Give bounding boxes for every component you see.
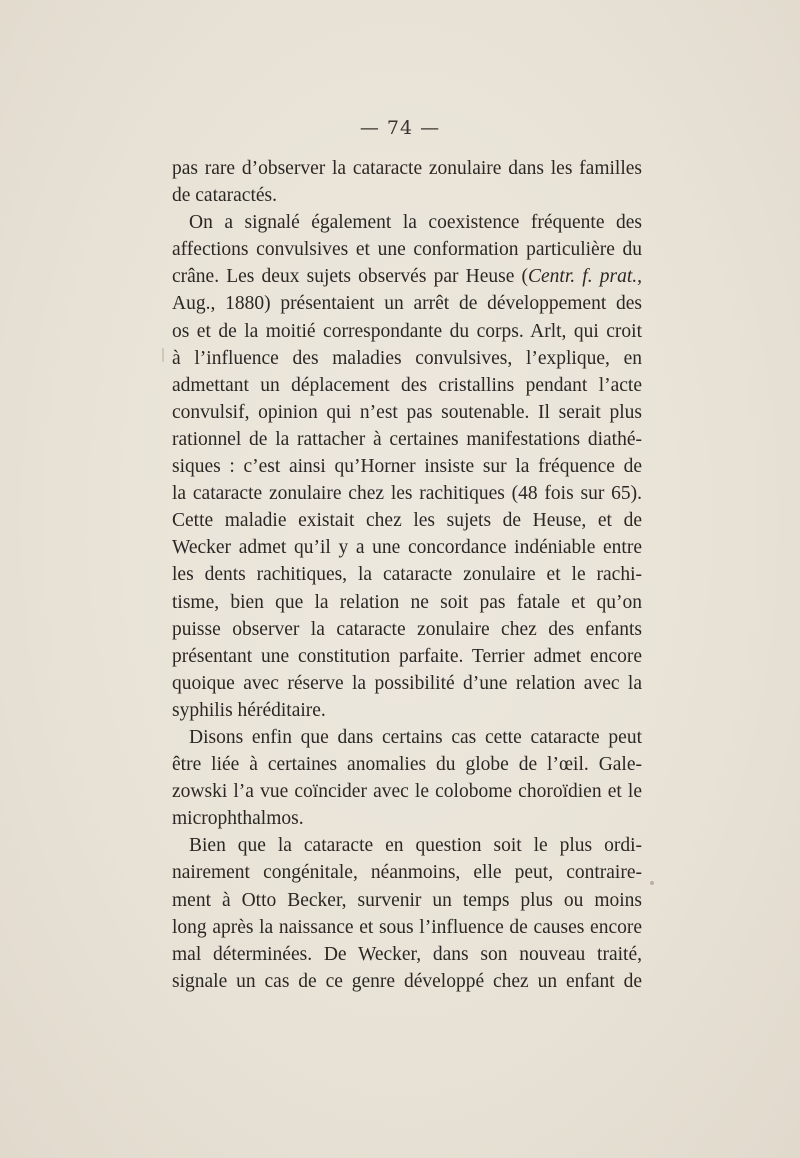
text-line xyxy=(172,182,642,209)
text-line xyxy=(172,372,642,399)
text-line xyxy=(172,887,642,914)
text-line xyxy=(172,724,642,751)
text-line-content: puisse observer la cataracte zonulaire chez des enfants xyxy=(172,618,642,640)
text-line-content: rationnel de la rattacher à certaines manifestations diathé- xyxy=(172,428,642,450)
text-line xyxy=(172,941,642,968)
text-line-content: microphthalmos. xyxy=(172,808,304,830)
text-line xyxy=(172,263,642,290)
text-line-content: Wecker admet qu’il y a une concordance indéniable entre xyxy=(172,537,642,559)
text-line xyxy=(172,968,642,995)
text-line xyxy=(172,155,642,182)
text-line-content: syphilis héréditaire. xyxy=(172,699,326,721)
text-line-content: On a signalé également la coexistence fréquente des xyxy=(189,212,642,234)
text-line xyxy=(172,318,642,345)
text-line-content: mal déterminées. De Wecker, dans son nouveau traité, xyxy=(172,943,642,965)
text-line-content: les dents rachitiques, la cataracte zonulaire et le rachi- xyxy=(172,564,642,586)
text-line-content: de cataractés. xyxy=(172,185,278,207)
citation-italic: Centr. f. prat., xyxy=(528,266,642,288)
text-line xyxy=(172,914,642,941)
text-line xyxy=(172,426,642,453)
text-line-content: à l’influence des maladies convulsives, l’explique, en xyxy=(172,347,642,369)
text-line-content: tisme, bien que la relation ne soit pas fatale et qu’on xyxy=(172,591,642,613)
text-line xyxy=(172,534,642,561)
text-line xyxy=(172,751,642,778)
text-line xyxy=(172,616,642,643)
text-line-content: siques : c’est ainsi qu’Horner insiste sur la fréquence de xyxy=(172,456,642,478)
text-line xyxy=(172,236,642,263)
text-line xyxy=(172,399,642,426)
text-line-content: signale un cas de ce genre développé chez un enfant de xyxy=(172,970,642,992)
text-line xyxy=(172,589,642,616)
text-line-content: Disons enfin que dans certains cas cette cataracte peut xyxy=(189,726,642,748)
text-line xyxy=(172,561,642,588)
text-line-content: présentant une constitution parfaite. Terrier admet encore xyxy=(172,645,642,667)
text-line xyxy=(172,670,642,697)
paper-speck xyxy=(162,348,164,362)
text-line-content: affections convulsives et une conformation particulière du xyxy=(172,239,642,261)
text-line xyxy=(172,697,642,724)
page-number: — 74 — xyxy=(359,117,441,139)
text-line-content: Cette maladie existait chez les sujets de Heuse, et de xyxy=(172,510,642,532)
body-text xyxy=(172,155,642,995)
text-line-content: nairement congénitale, néanmoins, elle peut, contraire- xyxy=(172,862,642,884)
text-line-content: admettant un déplacement des cristallins pendant l’acte xyxy=(172,374,642,396)
text-line xyxy=(172,507,642,534)
text-line xyxy=(172,290,642,317)
text-line xyxy=(172,480,642,507)
text-line xyxy=(172,453,642,480)
text-line-content: ment à Otto Becker, survenir un temps plus ou moins xyxy=(172,889,642,911)
text-line-content: os et de la moitié correspondante du corps. Arlt, qui croit xyxy=(172,320,642,342)
text-line-content: convulsif, opinion qui n’est pas soutenable. Il serait plus xyxy=(172,401,642,423)
text-line-content: long après la naissance et sous l’influence de causes encore xyxy=(172,916,642,938)
text-line-content: pas rare d’observer la cataracte zonulaire dans les familles xyxy=(172,158,642,179)
text-line xyxy=(172,345,642,372)
text-line-content: zowski l’a vue coïncider avec le colobome choroïdien et le xyxy=(172,781,642,803)
paper-speck xyxy=(650,881,654,885)
text-line xyxy=(172,832,642,859)
text-line xyxy=(172,859,642,886)
text-line-content: quoique avec réserve la possibilité d’une relation avec la xyxy=(172,672,642,694)
text-line xyxy=(172,643,642,670)
text-line-content: être liée à certaines anomalies du globe de l’œil. Gale- xyxy=(172,754,642,776)
text-line xyxy=(172,209,642,236)
text-line-content: crâne. Les deux sujets observés par Heuse ( xyxy=(172,266,528,288)
text-line-content: la cataracte zonulaire chez les rachitiques (48 fois sur 65). xyxy=(172,483,642,505)
text-line xyxy=(172,778,642,805)
text-line xyxy=(172,805,642,832)
text-line-content: Bien que la cataracte en question soit le plus ordi- xyxy=(189,835,642,857)
text-line-content: Aug., 1880) présentaient un arrêt de développement des xyxy=(172,293,642,315)
